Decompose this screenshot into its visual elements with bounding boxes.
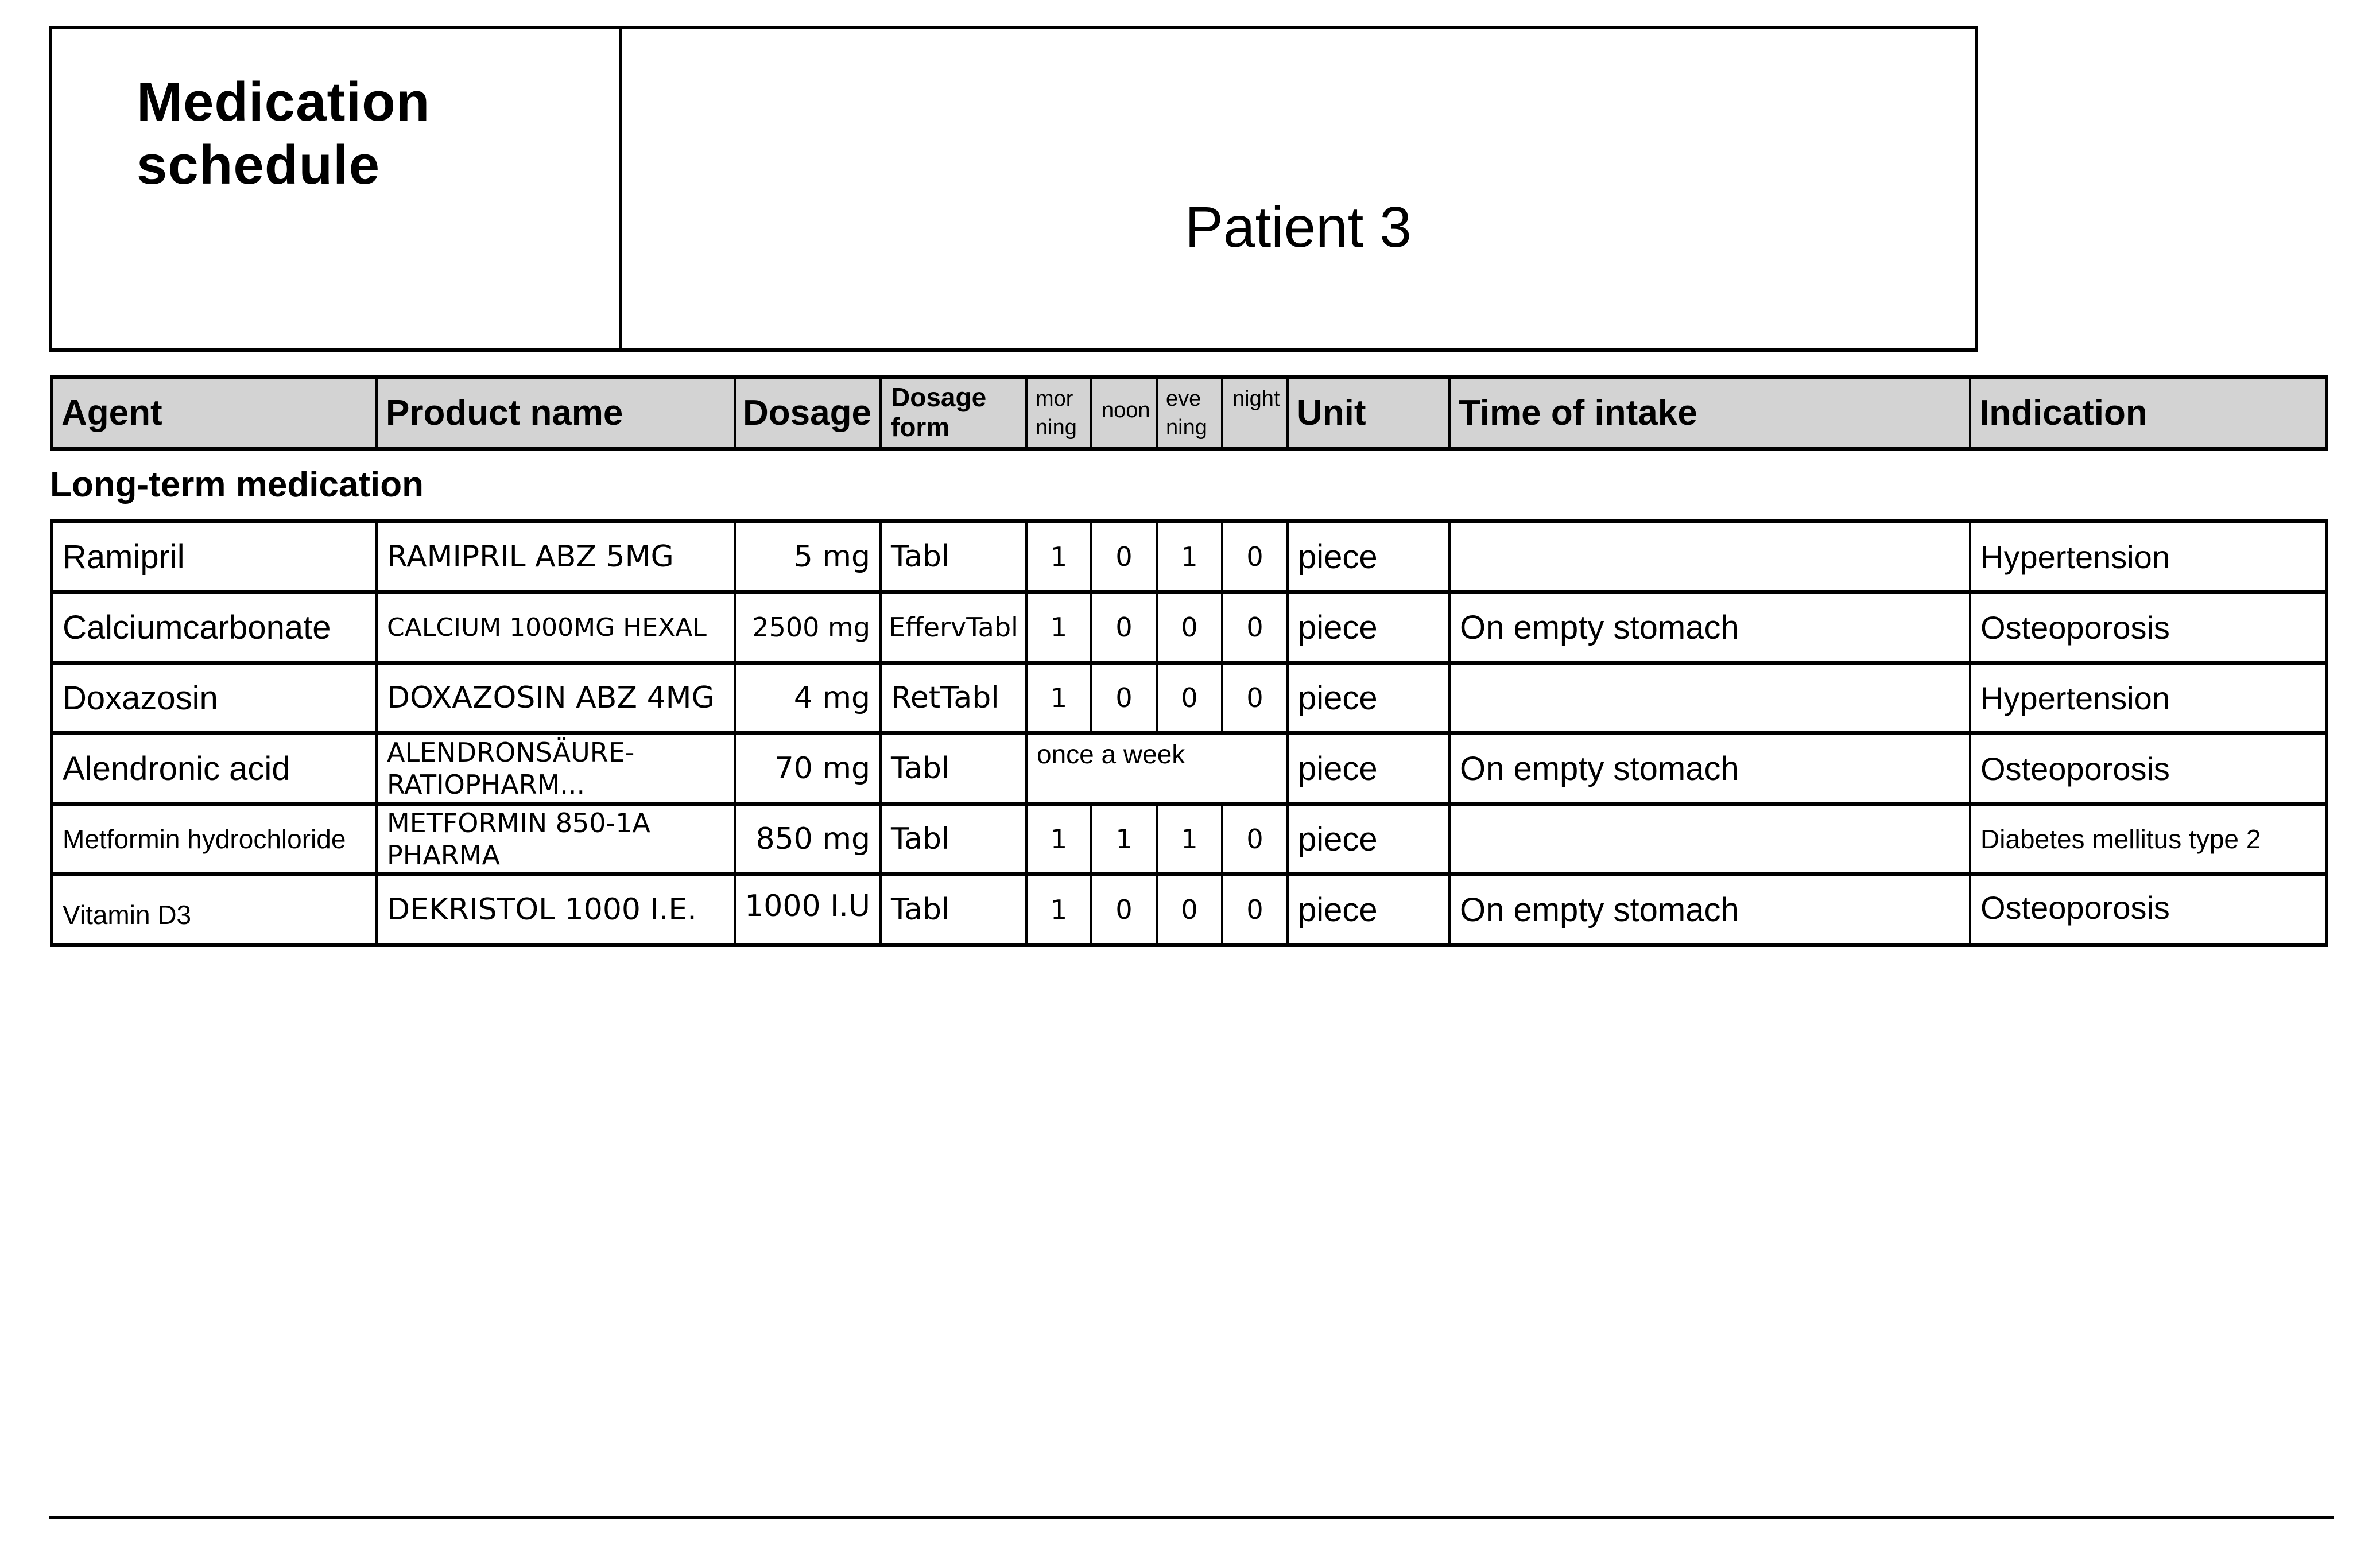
cell-unit: piece: [1288, 733, 1449, 804]
column-header-dosage-form: Dosage form: [881, 377, 1026, 449]
footer-divider: [49, 1516, 2334, 1519]
cell-time-of-intake: [1449, 804, 1970, 875]
cell-evening: 0: [1157, 592, 1222, 663]
cell-dosage: 2500 mg: [735, 592, 881, 663]
cell-time-of-intake: On empty stomach: [1449, 875, 1970, 945]
cell-time-of-intake: On empty stomach: [1449, 592, 1970, 663]
medication-table: [50, 519, 2328, 947]
table-row: [52, 663, 2327, 733]
cell-morning: 1: [1026, 663, 1091, 733]
cell-product-name: METFORMIN 850-1A PHARMA: [377, 804, 735, 875]
cell-dosage: 850 mg: [735, 804, 881, 875]
cell-night: 0: [1222, 592, 1288, 663]
cell-dosage: 4 mg: [735, 663, 881, 733]
cell-evening: 1: [1157, 522, 1222, 592]
cell-indication: Hypertension: [1970, 663, 2327, 733]
column-header-agent: Agent: [52, 377, 377, 449]
column-header-indication: Indication: [1970, 377, 2327, 449]
document-header: [49, 26, 1978, 352]
column-header-evening: eve ning: [1157, 377, 1222, 449]
cell-evening: 0: [1157, 875, 1222, 945]
section-label-long-term: Long-term medication: [50, 465, 424, 504]
cell-frequency: once a week: [1026, 733, 1288, 804]
cell-agent: Ramipril: [52, 522, 377, 592]
cell-dosage-form: EffervTabl: [881, 592, 1026, 663]
table-row: [52, 522, 2327, 592]
cell-morning: 1: [1026, 592, 1091, 663]
cell-product-name: DEKRISTOL 1000 I.E.: [377, 875, 735, 945]
cell-dosage: 5 mg: [735, 522, 881, 592]
column-header-table: [50, 375, 2328, 451]
cell-indication: Osteoporosis: [1970, 733, 2327, 804]
cell-noon: 0: [1091, 663, 1157, 733]
column-header-night: night: [1222, 377, 1288, 449]
cell-agent: Vitamin D3: [52, 875, 377, 945]
cell-dosage-form: Tabl: [881, 733, 1026, 804]
cell-morning: 1: [1026, 804, 1091, 875]
cell-agent: Metformin hydrochloride: [52, 804, 377, 875]
cell-noon: 0: [1091, 875, 1157, 945]
cell-morning: 1: [1026, 875, 1091, 945]
cell-indication: Hypertension: [1970, 522, 2327, 592]
cell-noon: 1: [1091, 804, 1157, 875]
cell-unit: piece: [1288, 804, 1449, 875]
table-row: [52, 875, 2327, 945]
cell-dosage-form: RetTabl: [881, 663, 1026, 733]
cell-noon: 0: [1091, 522, 1157, 592]
cell-evening: 0: [1157, 663, 1222, 733]
cell-unit: piece: [1288, 663, 1449, 733]
cell-evening: 1: [1157, 804, 1222, 875]
table-row: [52, 804, 2327, 875]
cell-night: 0: [1222, 875, 1288, 945]
cell-unit: piece: [1288, 522, 1449, 592]
column-header-time-of-intake: Time of intake: [1449, 377, 1970, 449]
column-header-morning: mor ning: [1026, 377, 1091, 449]
cell-agent: Doxazosin: [52, 663, 377, 733]
cell-night: 0: [1222, 522, 1288, 592]
cell-product-name: ALENDRONSÄURE-RATIOPHARM...: [377, 733, 735, 804]
column-header-dosage: Dosage: [735, 377, 881, 449]
title-cell: [52, 29, 622, 348]
cell-agent: Calciumcarbonate: [52, 592, 377, 663]
cell-indication: Osteoporosis: [1970, 592, 2327, 663]
column-header-unit: Unit: [1288, 377, 1449, 449]
cell-dosage-form: Tabl: [881, 804, 1026, 875]
cell-unit: piece: [1288, 875, 1449, 945]
cell-dosage: 1000 I.U: [735, 875, 881, 945]
cell-dosage-form: Tabl: [881, 522, 1026, 592]
column-header-noon: noon: [1091, 377, 1157, 449]
cell-product-name: RAMIPRIL ABZ 5MG: [377, 522, 735, 592]
table-row: [52, 592, 2327, 663]
cell-product-name: CALCIUM 1000MG HEXAL: [377, 592, 735, 663]
cell-night: 0: [1222, 804, 1288, 875]
cell-dosage-form: Tabl: [881, 875, 1026, 945]
cell-morning: 1: [1026, 522, 1091, 592]
cell-unit: piece: [1288, 592, 1449, 663]
cell-time-of-intake: [1449, 522, 1970, 592]
cell-dosage: 70 mg: [735, 733, 881, 804]
cell-time-of-intake: On empty stomach: [1449, 733, 1970, 804]
cell-noon: 0: [1091, 592, 1157, 663]
document-title: Medication schedule: [137, 71, 431, 196]
cell-night: 0: [1222, 663, 1288, 733]
cell-product-name: DOXAZOSIN ABZ 4MG: [377, 663, 735, 733]
patient-cell: [622, 29, 1975, 348]
cell-agent: Alendronic acid: [52, 733, 377, 804]
cell-time-of-intake: [1449, 663, 1970, 733]
table-row: [52, 733, 2327, 804]
column-header-product-name: Product name: [377, 377, 735, 449]
cell-indication: Osteoporosis: [1970, 875, 2327, 945]
column-header-row: [52, 377, 2327, 449]
cell-indication: Diabetes mellitus type 2: [1970, 804, 2327, 875]
patient-name: Patient 3: [1185, 195, 1412, 259]
